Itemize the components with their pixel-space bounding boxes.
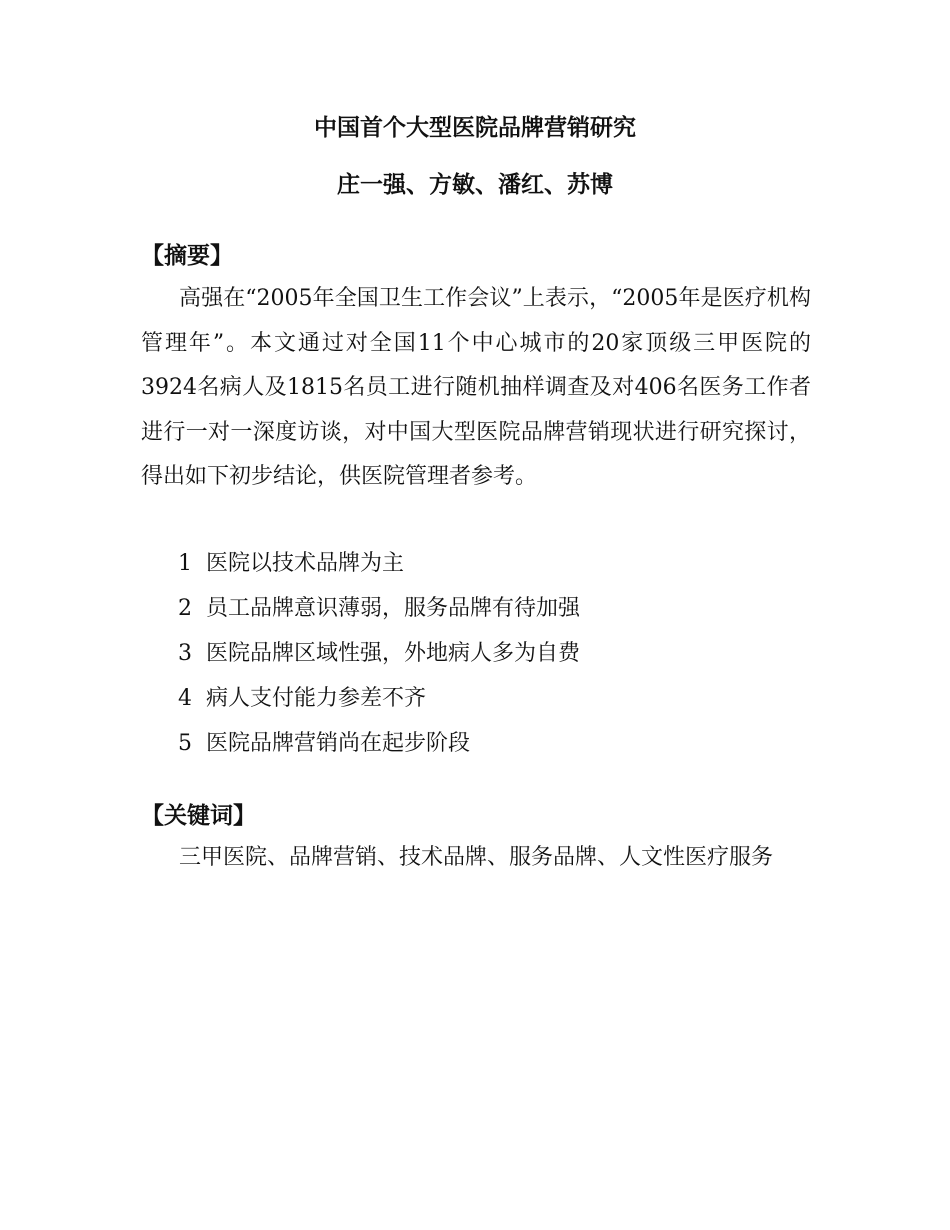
finding-item	[178, 721, 580, 766]
abstract-paragraph: 高强在“2005年全国卫生工作会议”上表示，“2005年是医疗机构管理年”。本文通过对全国11个中心城市的20家顶级三甲医院的3924名病人及1815名员工进行随机抽样调查及对406名医务工作者进行一对一深度访谈，对中国大型医院品牌营销现状进行研究探讨，得出如下初步结论，供医院管理者参考。	[141, 286, 811, 489]
finding-item	[178, 541, 580, 586]
keywords-paragraph: 三甲医院、品牌营销、技术品牌、服务品牌、人文性医疗服务	[179, 845, 774, 870]
finding-item	[178, 631, 580, 676]
finding-text: 医院以技术品牌为主	[206, 551, 405, 576]
finding-item	[178, 676, 580, 721]
finding-text: 员工品牌意识薄弱，服务品牌有待加强	[206, 596, 581, 621]
keywords-heading: 【关键词】	[141, 802, 256, 829]
finding-number: 4	[178, 686, 192, 711]
finding-text: 医院品牌区域性强，外地病人多为自费	[206, 641, 581, 666]
finding-item	[178, 586, 580, 631]
paper-title: 中国首个大型医院品牌营销研究	[314, 114, 636, 141]
finding-number: 3	[178, 641, 192, 666]
finding-text: 病人支付能力参差不齐	[206, 686, 427, 711]
finding-number: 5	[178, 731, 192, 756]
author-list: 庄一强、方敏、潘红、苏博	[337, 171, 613, 198]
finding-number: 1	[178, 551, 192, 576]
findings-list	[178, 541, 580, 766]
finding-text: 医院品牌营销尚在起步阶段	[206, 731, 471, 756]
abstract-heading: 【摘要】	[141, 242, 233, 269]
finding-number: 2	[178, 596, 192, 621]
